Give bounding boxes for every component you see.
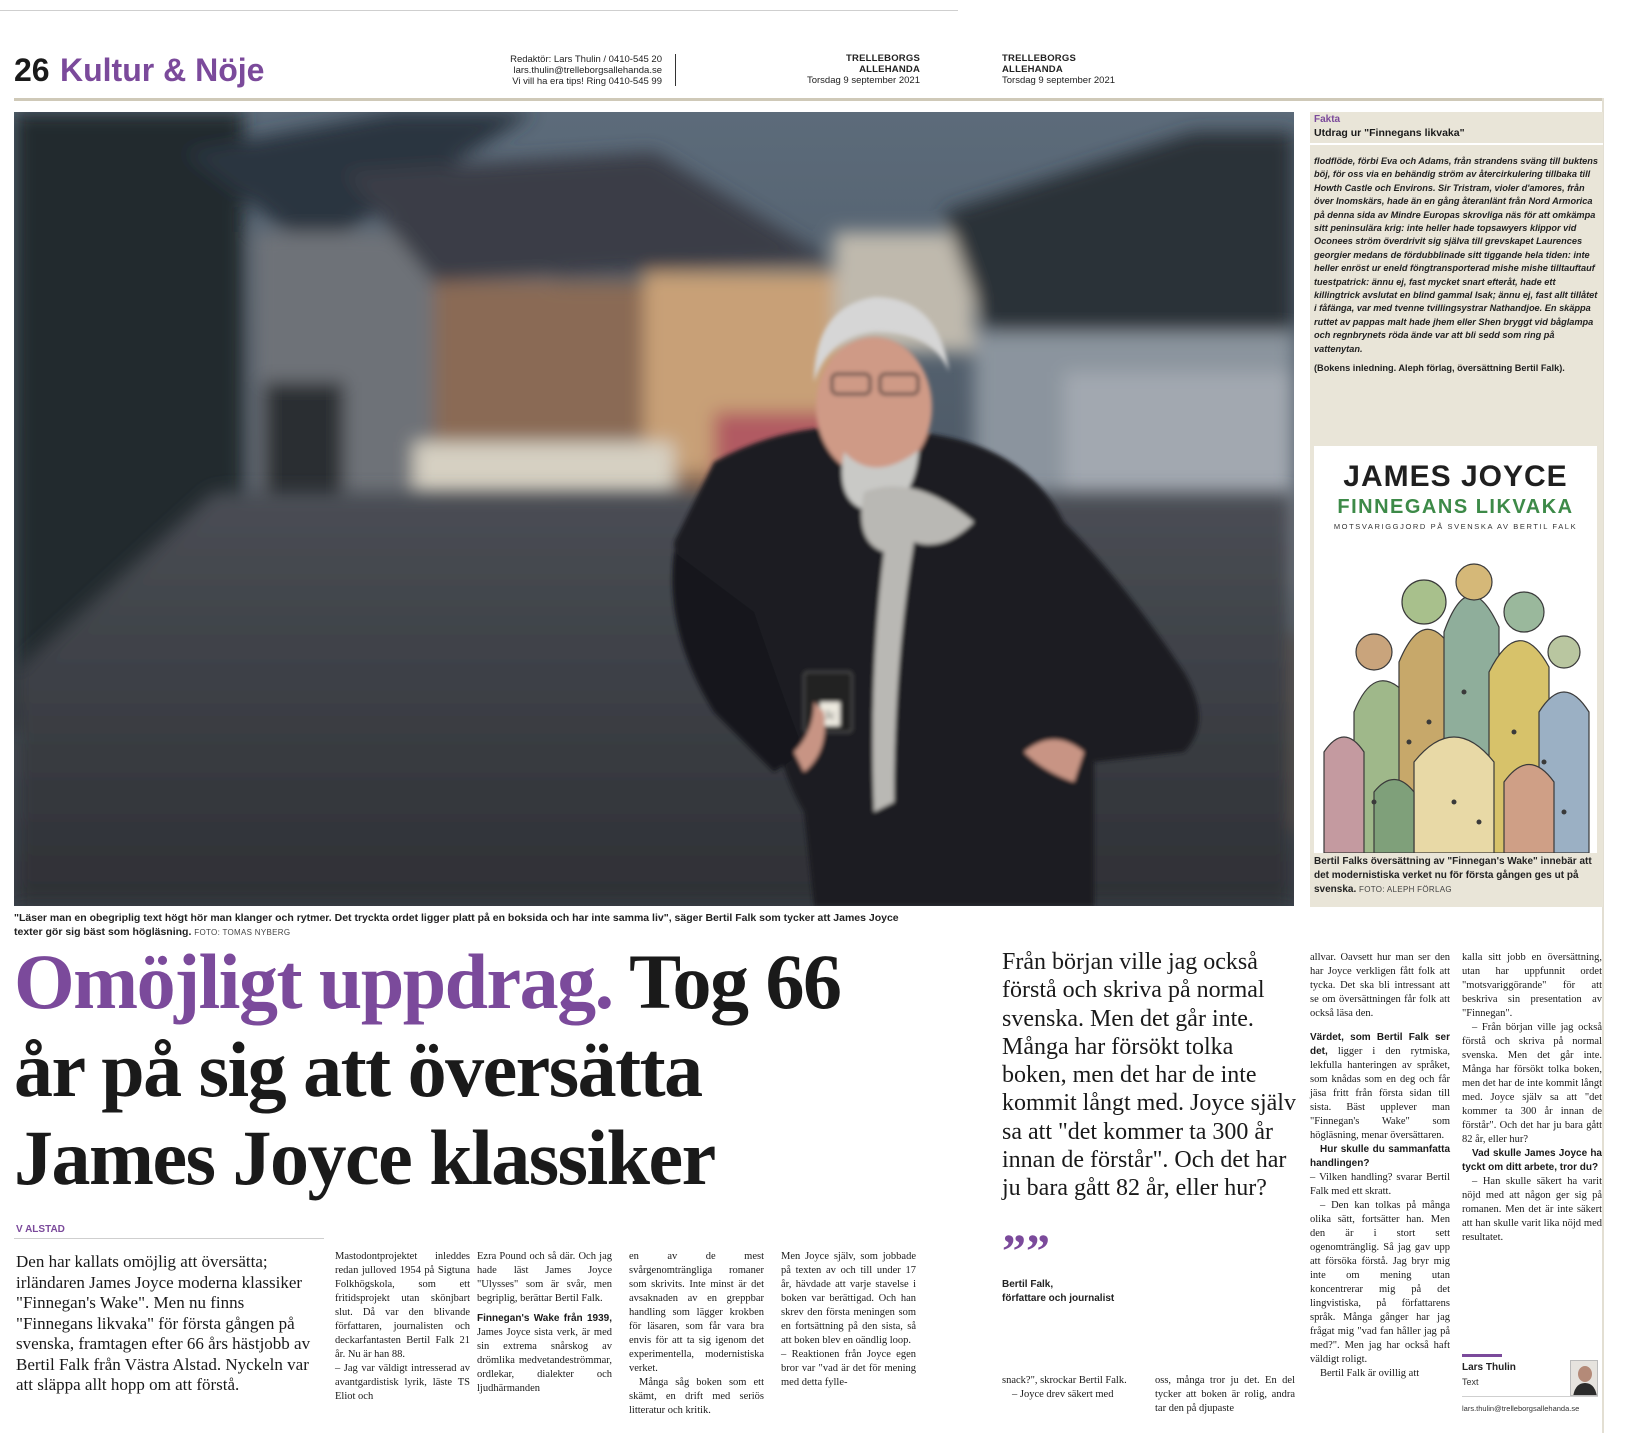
body-column-bottom-1 xyxy=(1002,1374,1142,1402)
headline-rest: Tog 66 år på sig att översätta James Joyce klassiker xyxy=(14,938,841,1201)
book-caption xyxy=(1314,855,1598,897)
book-caption-text: Bertil Falks översättning av "Finnegan's Wake" innebär att det modernistiska verket nu för första gången ges ut på svenska. xyxy=(1314,856,1592,895)
paragraph: Många såg boken som ett skämt, en drift med seriös litteratur och kritik. xyxy=(629,1377,764,1416)
body-column-5 xyxy=(1310,951,1450,1381)
masthead-date: Torsdag 9 september 2021 xyxy=(806,75,920,86)
article-ingress: Den har kallats omöjlig att översätta; irländaren James Joyce moderna klassiker "Finnegan's Wake". Men nu finns "Finnegans likvaka" för första gången på svenska, framtagen efter 66 års hästjobb av Bertil Falk från Västra Alstad. Nyckeln var att släppa allt hopp om att förstå. xyxy=(16,1252,311,1394)
fakta-title: Utdrag ur "Finnegans likvaka" xyxy=(1314,127,1465,139)
body-column-bottom-2 xyxy=(1155,1374,1295,1416)
editor-info xyxy=(480,54,662,87)
header-divider xyxy=(675,54,676,86)
author-name: Lars Thulin xyxy=(1462,1362,1516,1373)
body-column-2 xyxy=(477,1250,612,1396)
editor-tips: Vi vill ha era tips! Ring 0410-545 99 xyxy=(512,76,662,87)
masthead-date: Torsdag 9 september 2021 xyxy=(1002,75,1116,86)
quote-name: Bertil Falk, xyxy=(1002,1279,1054,1290)
interview-question: Hur skulle du sammanfatta handlingen? xyxy=(1310,1144,1450,1169)
book-author: JAMES JOYCE xyxy=(1343,460,1568,493)
caption-text: "Läser man en obegriplig text högt hör man klanger och rytmer. Det tryckta ordet ligger platt på en boksida och har inte samma liv", säger Bertil Falk som tycker att James Joyce texter gör sig bäst som högläsning. xyxy=(14,912,899,938)
book-credit: FOTO: ALEPH FÖRLAG xyxy=(1359,885,1452,894)
paragraph: en av de mest svårgenomträngliga romaner som skrivits. Inte minst är det avsaknaden av en greppbar handling som lägger krokben för läsaren, som får vara bra envis för att ta sig igenom det experimentella, modernistiska verket. xyxy=(629,1251,764,1374)
byline-rule xyxy=(14,1238,324,1239)
author-accent-rule xyxy=(1462,1354,1502,1357)
masthead-name: TRELLEBORGS ALLEHANDA xyxy=(846,53,920,75)
editor-line: Redaktör: Lars Thulin / 0410-545 20 xyxy=(510,54,662,65)
author-avatar xyxy=(1570,1360,1598,1396)
paragraph: – Joyce drev säkert med xyxy=(1012,1389,1114,1400)
article-headline xyxy=(14,938,894,1202)
paragraph: – Från början ville jag också förstå och skriva på normal svenska. Men det går inte. Många har försökt tolka boken, men det har de inte kommit långt med. Joyce själv sa att "det kommer ta 300 år innan de förstår". Och det har ju bara gått 82 år, eller hur? xyxy=(1462,1022,1602,1145)
paragraph-lead: Finnegan's Wake från 1939, xyxy=(477,1313,612,1324)
quote-icon: ”” xyxy=(1002,1225,1050,1278)
paragraph: – Den kan tolkas på många olika sätt, fortsätter han. Men den är i stort sett ogenomtränglig. Så jag gav upp att försöka förstå. Jag bryr mig inte om mening utan koncentrerar mig på det lingvistiska, på författarens språk. Många gånger har jag frågat mig "vad fan håller jag på med?". Men jag har också haft väldigt roligt. xyxy=(1310,1200,1450,1365)
paragraph-lead: Värdet, som Bertil Falk ser det, xyxy=(1310,1032,1450,1057)
paragraph: James Joyce sista verk, är med sin extrema snårskog av drömlika medvetandeströmmar, ordlekar, dialekter och ljudhärmanden xyxy=(477,1327,612,1394)
paragraph: – Jag var väldigt intresserad av avantgardistisk lyrik, läste TS Eliot och xyxy=(335,1363,470,1402)
body-column-6 xyxy=(1462,951,1602,1245)
fakta-label: Fakta xyxy=(1314,114,1341,125)
body-column-4 xyxy=(781,1250,916,1390)
paragraph: Men Joyce själv, som jobbade på texten av och till under 17 år, hävdade att varje stavelse i boken var berättigad. Och han skrev den första meningen som en fortsättning på den sista, så att boken blev en oändlig loop. xyxy=(781,1251,916,1346)
masthead-right xyxy=(1002,53,1132,86)
portrait-photo xyxy=(14,112,1294,906)
paragraph: – Reaktionen från Joyce egen bror var "vad är det för mening med detta fylle- xyxy=(781,1349,916,1388)
byline: V ALSTAD xyxy=(16,1224,65,1235)
editor-email[interactable]: lars.thulin@trelleborgsallehanda.se xyxy=(513,65,662,76)
fakta-rule xyxy=(1310,143,1603,145)
quote-role: författare och journalist xyxy=(1002,1293,1115,1304)
paragraph: Mastodontprojektet inleddes redan julloved 1954 på Sigtuna Folkhögskola, som ett fritidsprojekt utan skönjbart slut. Då var den blivande författaren, journalisten och deckarfantasten Bertil Falk 21 år. Nu är han 88. xyxy=(335,1251,470,1360)
author-role: Text xyxy=(1462,1377,1479,1387)
masthead-name: TRELLEBORGS ALLEHANDA xyxy=(1002,53,1076,75)
paragraph: kalla sitt jobb en översättning, utan har uppfunnit ordet "motsvariggörande" för att beskriva sin presentation av "Finnegan". xyxy=(1462,952,1602,1019)
book-title: FINNEGANS LIKVAKA xyxy=(1337,496,1574,518)
paragraph: allvar. Oavsett hur man ser den har Joyce verkligen fått folk att tycka. Det ska bli intressant att se om översättningen får folk att också läsa den. xyxy=(1310,952,1450,1019)
body-column-3 xyxy=(629,1250,764,1418)
photo-credit: FOTO: TOMAS NYBERG xyxy=(194,928,291,937)
fakta-excerpt: flodflöde, förbi Eva och Adams, från strandens sväng till buktens böj, för oss via en behändig ström av återcirkulering tillbaka till Howth Castle och Environs. Sir Tristram, violer d'amores, från över Inomskärs, hade än en gång återanlänt från Nord Armorica på denna sida av Mindre Europas skrovliga näs för att omkämpa sitt peninsulära krig: inte heller hade topsawyers klippor vid Oconees ström överdrivit sig själva till grevskapet Laurences georgier medans de fördubblinade sitt tiggande hela tiden: inte heller enröst ur eneld föngtransporterad mishe mishe tilltauftauf tuestpatrick: ännu ej, fast mycket snart efteråt, hade ett killingtrick avslutat en blind gammal Isak; ännu ej, fast allt tillåtet i fåfänga, var med tvenne tvillingsystrar Nathandjoe. En skäppa ruttet av pappas malt hade jhem eller Shen bryggt vid båglampa och regnbrynets röda ände var att bli sedd som ring på vattenytan. xyxy=(1314,156,1599,354)
badge-text: Jc xyxy=(824,707,836,722)
section-title: Kultur & Nöje xyxy=(60,52,265,88)
book-cover xyxy=(1314,446,1597,853)
top-rule xyxy=(0,10,958,11)
pull-quote: Från början ville jag också förstå och skriva på normal svenska. Men det går inte. Många har försökt tolka boken, men det har de inte kommit långt med. Joyce själv sa att "det kommer ta 300 år innan de förstår". Och det har ju bara gått 82 år, eller hur? xyxy=(1002,949,1296,1202)
author-divider xyxy=(1462,1396,1598,1397)
paragraph: snack?", skrockar Bertil Falk. xyxy=(1002,1375,1127,1386)
interview-question: Vad skulle James Joyce ha tyckt om ditt arbete, tror du? xyxy=(1462,1148,1602,1173)
paragraph: Bertil Falk är ovillig att xyxy=(1320,1368,1420,1379)
paragraph: ligger i den rytmiska, lekfulla hanteringen av språket, som knådas som en deg och får jäsa fritt från första sidan till sista. Bäst upplever man "Finnegan's Wake" som högläsning, menar översättaren. xyxy=(1310,1046,1450,1141)
book-subtitle: MOTSVARIGGJORD PÅ SVENSKA AV BERTIL FALK xyxy=(1333,522,1578,531)
masthead-left xyxy=(795,53,920,86)
paragraph: – Vilken handling? svarar Bertil Falk med ett skratt. xyxy=(1310,1172,1450,1197)
author-email[interactable]: lars.thulin@trelleborgsallehanda.se xyxy=(1462,1404,1580,1413)
headline-accent: Omöjligt uppdrag. xyxy=(14,938,613,1025)
main-photo xyxy=(14,112,1294,906)
paragraph: oss, många tror ju det. En del tycker att boken är rolig, andra tar den på djupaste xyxy=(1155,1375,1295,1414)
paragraph: Ezra Pound och så där. Och jag hade läst James Joyce "Ulysses" som är svår, men begriplig, berättar Bertil Falk. xyxy=(477,1251,612,1304)
paragraph: – Han skulle säkert ha varit nöjd med att någon ger sig på romanen. Men det är inte säkert att han skulle varit lika nöjd med resultatet. xyxy=(1462,1176,1602,1243)
book-illustration xyxy=(1314,542,1597,853)
body-column-1 xyxy=(335,1250,470,1404)
header-rule xyxy=(14,98,1602,101)
page-number: 26 xyxy=(14,52,50,88)
photo-caption xyxy=(14,911,914,940)
fakta-source: (Bokens inledning. Aleph förlag, översättning Bertil Falk). xyxy=(1314,363,1565,373)
